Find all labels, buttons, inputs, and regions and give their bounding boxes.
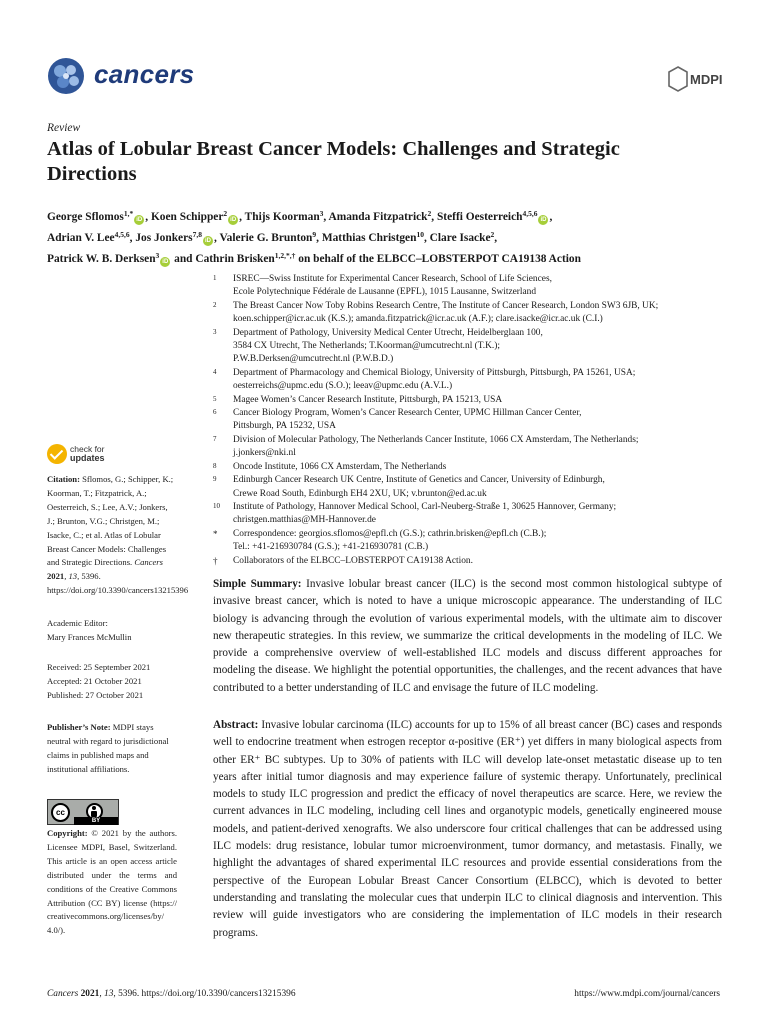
footer-citation: Cancers 2021, 13, 5396. https://doi.org/10.3390/cancers13215396 (47, 989, 296, 999)
affiliation-marker: 3 (213, 327, 217, 336)
author-line-3: Patrick W. B. Derksen$^3$iD and Cathrin Brisken$^{1,2,*,\dagger}$ on behalf of the ELBCC–LOBSTERPOT CA19138 Action (47, 251, 581, 265)
affiliation-marker: † (213, 555, 218, 566)
affiliation-item (213, 461, 733, 474)
affiliation-item (213, 300, 733, 327)
article-title: Atlas of Lobular Breast Cancer Models: Challenges and Strategic Directions (47, 138, 620, 185)
copyright-notice: Copyright: © 2021 by the authors. Licensee MDPI, Basel, Switzerland. This article is an open access article distributed under the terms and conditions of the Creative Commons Attribution (CC BY) license (https:// creativecommons.org/licenses/by/ 4.0/). (47, 828, 177, 936)
by-label: BY (74, 817, 118, 825)
affiliation-line: Collaborators of the ELBCC–LOBSTERPOT CA19138 Action. (233, 555, 473, 566)
affiliation-marker: 1 (213, 274, 217, 282)
affiliation-marker: * (213, 528, 218, 539)
affiliation-line: Ecole Polytechnique Fédérale de Lausanne (EPFL), 1015 Lausanne, Switzerland (233, 287, 537, 298)
mdpi-logo-icon (668, 66, 722, 92)
article-type: Review (47, 122, 81, 134)
author-line-1: George Sflomos$^{1,*}$iD , Koen Schipper$^2$iD , Thijs Koorman$^3$, Amanda Fitzpatrick$^2$, Steffi Oesterreich$^{4,5,6}$iD , (47, 209, 553, 223)
affiliation-line: Tel.: +41-216930784 (G.S.); +41-216930781 (C.B.) (233, 542, 429, 553)
affiliation-item (213, 327, 733, 367)
affiliation-list (213, 273, 733, 568)
orcid-icon[interactable]: iD (204, 238, 211, 244)
citation-block: Citation: Sflomos, G.; Schipper, K.; Koorman, T.; Fitzpatrick, A.; Oesterreich, S.; Lee, A.V.; Jonkers, J.; Brunton, V.G.; Christgen, M.; Isacke, C.; et al. Atlas of Lobular Breast Cancer Models: Challenges and Strategic Directions. Cancers 2021, 13, 5396. https://doi.org/10.3390/cancers13215396 (47, 474, 189, 596)
affiliation-line: Oncode Institute, 1066 CX Amsterdam, The Netherlands (233, 461, 447, 472)
mdpi-logo-text: MDPI (690, 72, 722, 87)
orcid-icon[interactable]: iD (230, 217, 237, 223)
affiliation-line: Pittsburgh, PA 15232, USA (233, 421, 336, 432)
affiliation-line: Department of Pathology, University Medical Center Utrecht, Heidelberglaan 100, (233, 327, 543, 338)
affiliation-line: ISREC—Swiss Institute for Experimental Cancer Research, School of Life Sciences, (233, 274, 552, 284)
affiliation-item (213, 501, 733, 528)
publication-dates (47, 661, 177, 703)
affiliation-marker: 4 (213, 367, 217, 376)
affiliation-item (213, 434, 733, 461)
author-line-2: Adrian V. Lee$^{4,5,6}$, Jos Jonkers$^{7,8}$iD , Valerie G. Brunton$^9$, Matthias Christgen$^{10}$, Clare Isacke$^2$, (47, 230, 498, 244)
cc-icon: cc (51, 803, 70, 822)
orcid-icon[interactable]: iD (540, 217, 547, 223)
affiliation-line: koen.schipper@icr.ac.uk (K.S.); amanda.fitzpatrick@icr.ac.uk (A.F.); clare.isacke@icr.ac.uk (C.I.) (233, 314, 603, 325)
author-list (47, 205, 737, 268)
affiliation-item (213, 394, 733, 407)
affiliation-line: oesterreichs@upmc.edu (S.O.); leeav@upmc.edu (A.V.L.) (233, 381, 453, 392)
affiliation-line: The Breast Cancer Now Toby Robins Research Centre, The Institute of Cancer Research, London SW3 6JB, UK; (233, 300, 659, 311)
affiliation-item (213, 528, 733, 555)
affiliation-item (213, 367, 733, 394)
check-for-updates-button[interactable]: check for updates (47, 444, 127, 466)
affiliation-item (213, 407, 733, 434)
simple-summary: Simple Summary: Invasive lobular breast cancer (ILC) is the second most common histological subtype of invasive breast cancer, which is noted to have a unique microscopic appearance. The understanding of ILC biology is advancing through the evolution of various experimental models, with the ultimate aim to discover new therapeutic strategies. In this review, we summarize the critical developments in the modeling of ILC. We provide a comprehensive overview of well-established ILC models and discuss different approaches for modeling the disease. We highlight the potential opportunities, the challenges, and the recent advances that have contributed to a better understanding of ILC and envisage the future of ILC modeling. (213, 578, 722, 694)
affiliation-marker: 2 (213, 300, 217, 309)
affiliation-line: Cancer Biology Program, Women’s Cancer Research Center, UPMC Hillman Cancer Center, (233, 408, 582, 419)
affiliation-line: Division of Molecular Pathology, The Netherlands Cancer Institute, 1066 CX Amsterdam, The Netherlands; (233, 434, 639, 445)
affiliation-item (213, 555, 733, 568)
affiliation-line: Institute of Pathology, Hannover Medical School, Carl-Neuberg-Straße 1, 30625 Hannover, Germany; (233, 501, 617, 512)
orcid-icon[interactable]: iD (162, 259, 169, 265)
received-date: Received: 25 September 2021 (47, 662, 151, 672)
academic-editor: Academic Editor: Mary Frances McMullin (47, 618, 132, 642)
affiliation-line: christgen.matthias@MH-Hannover.de (233, 515, 376, 526)
publishers-note: Publisher’s Note: MDPI stays neutral with regard to jurisdictional claims in published maps and institutional affiliations. (47, 722, 169, 774)
accepted-date: Accepted: 21 October 2021 (47, 675, 142, 686)
journal-name: cancers (94, 59, 195, 89)
affiliation-line: Department of Pharmacology and Chemical Biology, University of Pittsburgh, Pittsburgh, PA 15261, USA; (233, 367, 636, 378)
cancers-journal-logo-icon (46, 56, 86, 96)
journal-url-link[interactable]: https://www.mdpi.com/journal/cancers (574, 989, 720, 999)
affiliation-marker: 8 (213, 461, 217, 470)
affiliation-marker: 10 (213, 501, 220, 510)
affiliation-line: Crewe Road South, Edinburgh EH4 2XU, UK; v.brunton@ed.ac.uk (233, 488, 487, 499)
published-date: Published: 27 October 2021 (47, 689, 144, 700)
affiliation-item (213, 474, 733, 501)
affiliation-line: Correspondence: georgios.sflomos@epfl.ch (G.S.); cathrin.brisken@epfl.ch (C.B.); (233, 528, 547, 539)
author-name: George Sflomos (47, 211, 124, 223)
affiliation-line: 3584 CX Utrecht, The Netherlands; T.Koorman@umcutrecht.nl (T.K.); (233, 341, 500, 352)
orcid-icon[interactable]: iD (136, 217, 143, 223)
affiliation-line: j.jonkers@nki.nl (233, 448, 296, 459)
affiliation-marker: 9 (213, 475, 217, 484)
affiliation-marker: 7 (213, 434, 217, 443)
affiliation-marker: 6 (213, 408, 217, 417)
cc-by-license-badge[interactable] (47, 799, 119, 825)
abstract: Abstract: Invasive lobular carcinoma (ILC) accounts for up to 15% of all breast cancer (BC) cases and responds well to endocrine treatment when estrogen receptor α-positive (ER⁺) yet differs in many biological aspects from other ER⁺ BC subtypes. Up to 30% of patients with ILC will develop late-onset metastatic disease up to ten years after initial tumor diagnosis and may experience failure of systemic therapy. Unfortunately, preclinical models to study ILC progression and predict the efficacy of novel therapeutics are scarce. Here, we review the current advances in ILC modeling, including cell lines and organotypic models, genetically engineered mouse models, and patient-derived xenografts. We also underscore four critical challenges that can be addressed using ILC models: drug resistance, lobular tumor microenvironment, tumor dormancy, and metastasis. Finally, we highlight the advantages of shared experimental ILC resources and provide essential considerations from the perspective of the European Lobular Breast Cancer Consortium (ELBCC), which is devoted to better understanding and translating the molecular cues that underpin ILC to clinical diagnosis and intervention. This review will guide investigators who are considering the implementation of ILC models in their research programs. (213, 719, 722, 939)
affiliation-line: Edinburgh Cancer Research UK Centre, Institute of Genetics and Cancer, University of Edinburgh, (233, 475, 605, 486)
affiliation-line: P.W.B.Derksen@umcutrecht.nl (P.W.B.D.) (233, 354, 394, 365)
affiliation-line: Magee Women’s Cancer Research Institute, Pittsburgh, PA 15213, USA (233, 394, 503, 405)
check-updates-icon (47, 444, 67, 464)
affiliation-item (213, 273, 733, 300)
affiliation-marker: 5 (213, 394, 217, 403)
